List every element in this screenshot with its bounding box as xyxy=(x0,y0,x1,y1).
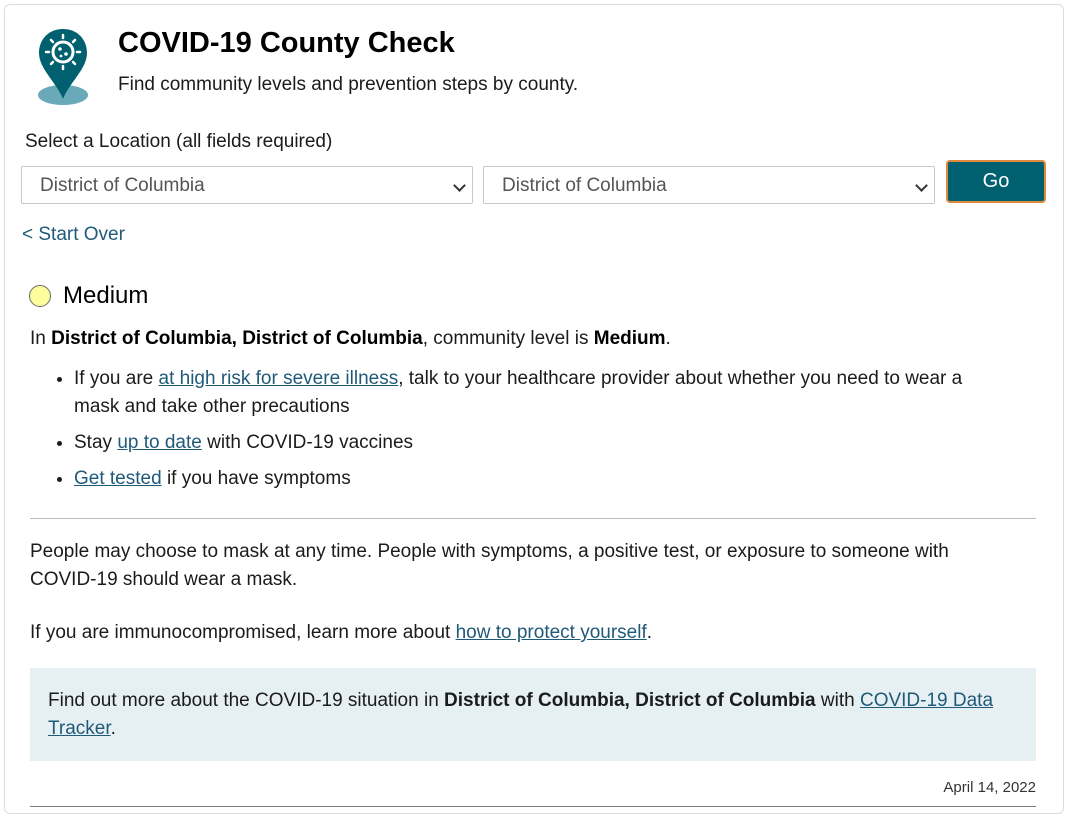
tracker-text-middle: with xyxy=(815,690,860,711)
page-subtitle: Find community levels and prevention steps by county. xyxy=(118,74,579,95)
summary-middle: , community level is xyxy=(422,328,594,349)
summary-location: District of Columbia, District of Columbia xyxy=(51,328,423,349)
divider xyxy=(30,518,1036,519)
tracker-text-before: Find out more about the COVID-19 situation in xyxy=(48,690,445,711)
chevron-down-icon xyxy=(453,179,466,192)
up-to-date-link[interactable]: up to date xyxy=(117,432,202,453)
level-color-dot xyxy=(29,285,51,307)
county-select[interactable] xyxy=(483,166,935,204)
summary-level: Medium xyxy=(593,328,666,349)
rec-text-before: Stay xyxy=(74,432,118,453)
data-tracker-callout xyxy=(30,668,1036,761)
location-label: Select a Location (all fields required) xyxy=(25,131,333,152)
protect-yourself-link[interactable]: how to protect yourself xyxy=(455,622,647,643)
go-button[interactable]: Go xyxy=(946,160,1046,203)
tracker-location: District of Columbia, District of Columbia xyxy=(444,690,816,711)
list-item xyxy=(74,429,1010,457)
immunocompromised-note xyxy=(30,622,652,644)
list-item xyxy=(74,465,1010,493)
immuno-text-before: If you are immunocompromised, learn more about xyxy=(30,622,456,643)
tracker-text-after: . xyxy=(110,718,116,739)
level-summary xyxy=(30,328,671,350)
get-tested-link[interactable]: Get tested xyxy=(74,468,162,489)
county-check-card xyxy=(4,4,1064,814)
rec-text-after: with COVID-19 vaccines xyxy=(201,432,414,453)
recommendations-list xyxy=(30,365,1010,501)
high-risk-link[interactable]: at high risk for severe illness xyxy=(158,368,399,389)
rec-text-before: If you are xyxy=(74,368,159,389)
updated-date: April 14, 2022 xyxy=(943,779,1036,796)
immuno-text-after: . xyxy=(646,622,653,643)
covid-location-pin-icon xyxy=(35,27,91,107)
state-select-value: District of Columbia xyxy=(40,175,205,196)
page-title: COVID-19 County Check xyxy=(118,27,455,59)
chevron-down-icon xyxy=(915,179,928,192)
state-select[interactable] xyxy=(21,166,473,204)
start-over-link[interactable]: < Start Over xyxy=(22,224,125,245)
bottom-divider xyxy=(30,806,1036,807)
summary-suffix: . xyxy=(665,328,671,349)
data-tracker-link[interactable]: COVID-19 Data Tracker xyxy=(48,690,994,739)
summary-prefix: In xyxy=(30,328,52,349)
list-item xyxy=(74,365,1010,421)
county-select-value: District of Columbia xyxy=(502,175,667,196)
rec-text-after: if you have symptoms xyxy=(161,468,351,489)
rec-text-after: , talk to your healthcare provider about whether you need to wear a mask and take other precautions xyxy=(74,368,963,417)
masking-guidance: People may choose to mask at any time. People with symptoms, a positive test, or exposure to someone with COVID-19 should wear a mask. xyxy=(30,541,949,590)
community-level-label: Medium xyxy=(63,282,149,309)
